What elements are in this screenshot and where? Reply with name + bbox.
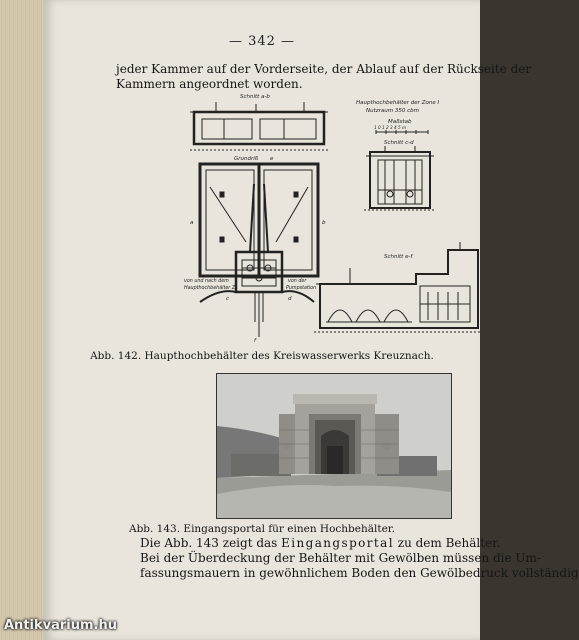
label-von-und-nach-dem: von und nach dem [184,279,229,284]
label-title-line2: Nutzraum 350 cbm [366,108,419,114]
watermark-logo: Antikvarium.hu [4,618,117,633]
book-page [44,0,579,640]
body-text-line-4: Bei der Überdeckung der Behälter mit Gewölben müssen die Um- [140,551,541,565]
body-text-line-5: fassungsmauern in gewöhnlichem Boden den Gewölbedruck vollständig [140,566,579,580]
figure-142-caption: Abb. 142. Haupthochbehälter des Kreiswasserwerks Kreuznach. [90,350,434,362]
label-grundriss: Grundriß [234,156,259,162]
body-text-line-3 [140,536,530,551]
entrance-portal-photo [216,373,452,519]
label-schnitt-ef: Schnitt e-f [384,254,413,260]
label-title-line1: Haupthochbehälter der Zone I [356,100,440,106]
label-schnitt-ab: Schnitt a-b [240,94,270,100]
label-von-der: von der [288,279,307,284]
label-f: f [254,338,256,344]
page-number: — 342 — [228,34,296,49]
figure-143-caption: Abb. 143. Eingangsportal für einen Hochbehälter. [128,523,396,535]
label-d: d [288,296,292,302]
text-suffix: zu dem Behälter. [393,536,501,550]
label-a: a [190,220,194,226]
label-c: c [226,296,230,302]
text-spaced-emphasis: Eingangsportal [281,536,394,550]
text-prefix: Die Abb. 143 zeigt das [140,536,282,550]
label-e: e [270,156,274,162]
label-scale-ticks: 1 0 1 2 3 4 5 m [374,125,407,130]
body-text-line-1: jeder Kammer auf der Vorderseite, der Ablauf auf der Rückseite der [116,62,532,76]
reservoir-technical-drawing [180,92,500,342]
label-pumpstation: Pumpstation [286,286,317,291]
label-b: b [322,220,326,226]
label-haupthochbehaelter-z: Haupthochbehälter Z [184,286,236,291]
body-text-line-2: Kammern angeordnet worden. [116,77,303,91]
book-spine [0,0,44,640]
label-massstab: Maßstab [388,119,412,125]
portal-photo-image [217,374,451,518]
label-schnitt-cd: Schnitt c-d [384,140,414,146]
